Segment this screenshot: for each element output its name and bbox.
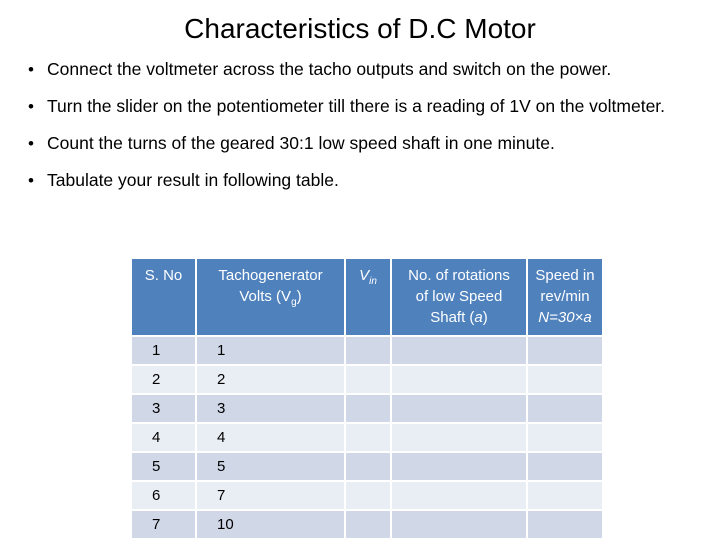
cell-rotations xyxy=(392,395,526,422)
table-row xyxy=(132,482,602,509)
cell-speed xyxy=(528,395,602,422)
header-tacho-volts xyxy=(197,259,344,335)
cell-sno: 3 xyxy=(132,395,195,422)
cell-sno: 2 xyxy=(132,366,195,393)
cell-rotations xyxy=(392,453,526,480)
header-rot-line1: No. of rotations xyxy=(408,267,510,284)
header-sno-text: S. No xyxy=(144,267,183,284)
cell-rotations xyxy=(392,337,526,364)
cell-rotations xyxy=(392,482,526,509)
header-vin xyxy=(346,259,390,335)
cell-vin xyxy=(346,366,390,393)
table-row xyxy=(132,453,602,480)
cell-speed xyxy=(528,511,602,538)
cell-rotations xyxy=(392,366,526,393)
cell-rotations xyxy=(392,511,526,538)
cell-volts: 10 xyxy=(197,511,344,538)
cell-speed xyxy=(528,337,602,364)
header-speed-line3: N=30×a xyxy=(538,309,592,326)
cell-speed xyxy=(528,482,602,509)
cell-sno: 5 xyxy=(132,453,195,480)
bullet-list xyxy=(28,58,670,206)
table-row xyxy=(132,337,602,364)
cell-volts: 7 xyxy=(197,482,344,509)
slide-title: Characteristics of D.C Motor xyxy=(184,13,536,44)
cell-speed xyxy=(528,453,602,480)
results-table xyxy=(130,257,604,540)
cell-speed xyxy=(528,424,602,451)
header-speed xyxy=(528,259,602,335)
cell-vin xyxy=(346,424,390,451)
header-tacho-line1: Tachogenerator xyxy=(218,267,323,284)
cell-sno: 4 xyxy=(132,424,195,451)
cell-sno: 6 xyxy=(132,482,195,509)
header-tacho-sub: g xyxy=(291,297,297,308)
header-speed-line2: rev/min xyxy=(540,288,590,305)
bullet-item: • Tabulate your result in following table. xyxy=(28,169,670,192)
header-rot-var: a xyxy=(474,309,483,326)
table-row xyxy=(132,511,602,538)
cell-vin xyxy=(346,395,390,422)
header-vin-sub: in xyxy=(369,276,377,287)
header-rot-close: ) xyxy=(482,309,488,326)
cell-volts: 1 xyxy=(197,337,344,364)
table-header-row xyxy=(132,259,602,335)
cell-vin xyxy=(346,337,390,364)
bullet-item: • Turn the slider on the potentiometer till there is a reading of 1V on the voltmeter. xyxy=(28,95,670,118)
cell-volts: 3 xyxy=(197,395,344,422)
cell-sno: 7 xyxy=(132,511,195,538)
table-row xyxy=(132,366,602,393)
header-rot-line3: Shaft ( xyxy=(430,309,475,326)
cell-vin xyxy=(346,482,390,509)
header-vin-main: V xyxy=(359,267,370,284)
cell-volts: 2 xyxy=(197,366,344,393)
header-rotations xyxy=(392,259,526,335)
header-tacho-line2: Volts (V xyxy=(239,288,292,305)
bullet-item: • Connect the voltmeter across the tacho outputs and switch on the power. xyxy=(28,58,670,81)
header-speed-line1: Speed in xyxy=(535,267,595,284)
header-sno xyxy=(132,259,195,335)
cell-sno: 1 xyxy=(132,337,195,364)
table-row xyxy=(132,395,602,422)
cell-speed xyxy=(528,366,602,393)
table-row xyxy=(132,424,602,451)
cell-rotations xyxy=(392,424,526,451)
header-rot-line2: of low Speed xyxy=(415,288,503,305)
header-tacho-close: ) xyxy=(296,288,302,305)
cell-volts: 5 xyxy=(197,453,344,480)
cell-vin xyxy=(346,511,390,538)
cell-vin xyxy=(346,453,390,480)
cell-volts: 4 xyxy=(197,424,344,451)
bullet-item: • Count the turns of the geared 30:1 low speed shaft in one minute. xyxy=(28,132,670,155)
